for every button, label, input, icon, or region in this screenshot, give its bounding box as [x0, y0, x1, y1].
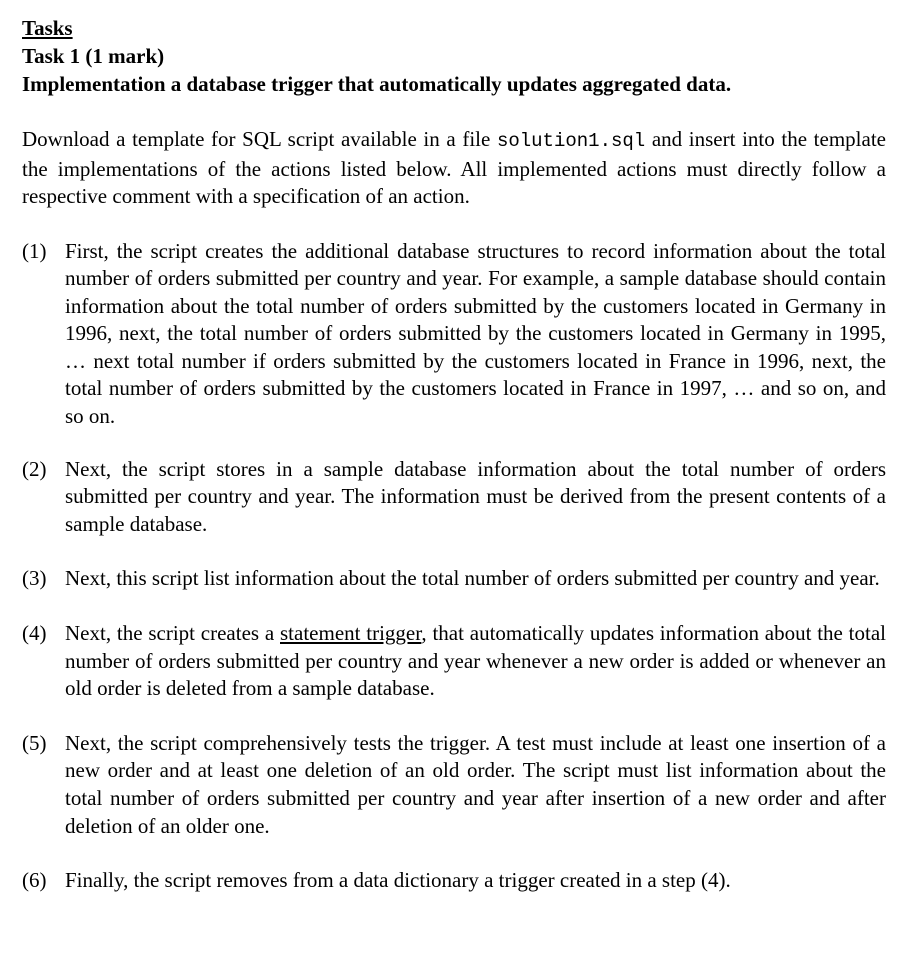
intro-text-before: Download a template for SQL script available in a file	[22, 127, 497, 151]
step-text: Next, the script stores in a sample database information about the total number of orders submitted per country and year. The information must be derived from the present contents of a sample database.	[65, 456, 886, 536]
step-number: (5)	[22, 730, 47, 755]
step-text: Next, the script comprehensively tests the trigger. A test must include at least one insertion of a new order and at least one deletion of an old order. The script must list information about the total number of orders submitted per country and year after insertion of a new order and after deletion of an older one.	[65, 730, 886, 838]
step-number: (6)	[22, 868, 47, 893]
step-number: (2)	[22, 456, 47, 481]
step-text: Finally, the script removes from a data dictionary a trigger created in a step (4).	[65, 868, 731, 893]
step-text: Next, this script list information about the total number of orders submitted per country and year.	[65, 566, 880, 591]
task1-heading: Task 1 (1 mark)	[22, 44, 165, 68]
step-text-before: Next, the script creates a	[65, 621, 280, 646]
steps-list	[22, 238, 886, 895]
step-text-after: , that automatically updates information about the total number of orders submitted per country and year whenever a new order is added or whenever an old order is deleted from a sample database.	[65, 621, 886, 701]
step-text	[65, 620, 886, 703]
task1-subtitle: Implementation a database trigger that automatically updates aggregated data.	[22, 72, 732, 96]
document-page	[22, 14, 886, 895]
intro-paragraph	[22, 126, 886, 211]
step-number: (3)	[22, 566, 47, 591]
file-name: solution1.sql	[496, 130, 646, 152]
step-text: First, the script creates the additional database structures to record information about the total number of orders submitted per country and year. For example, a sample database should contain information about the total number of orders submitted by the customers located in Germany in 1996, next, the total number of orders submitted by the customers located in Germany in 1995, … next total number if orders submitted by the customers located in France in 1996, next, the total number of orders submitted by the customers located in France in 1997, … and so on, and so on.	[65, 238, 886, 429]
list-item	[22, 456, 886, 539]
step-number: (4)	[22, 621, 47, 646]
list-item	[22, 730, 886, 840]
step-number: (1)	[22, 238, 47, 263]
list-item	[22, 867, 886, 895]
list-item	[22, 238, 886, 431]
statement-trigger-term: statement trigger	[280, 621, 422, 646]
list-item	[22, 620, 886, 703]
tasks-heading: Tasks	[22, 16, 73, 40]
list-item	[22, 565, 886, 593]
intro-text-after: and insert into the template the implementations of the actions listed below. All implemented actions must directly follow a respective comment with a specification of an action.	[22, 127, 886, 208]
